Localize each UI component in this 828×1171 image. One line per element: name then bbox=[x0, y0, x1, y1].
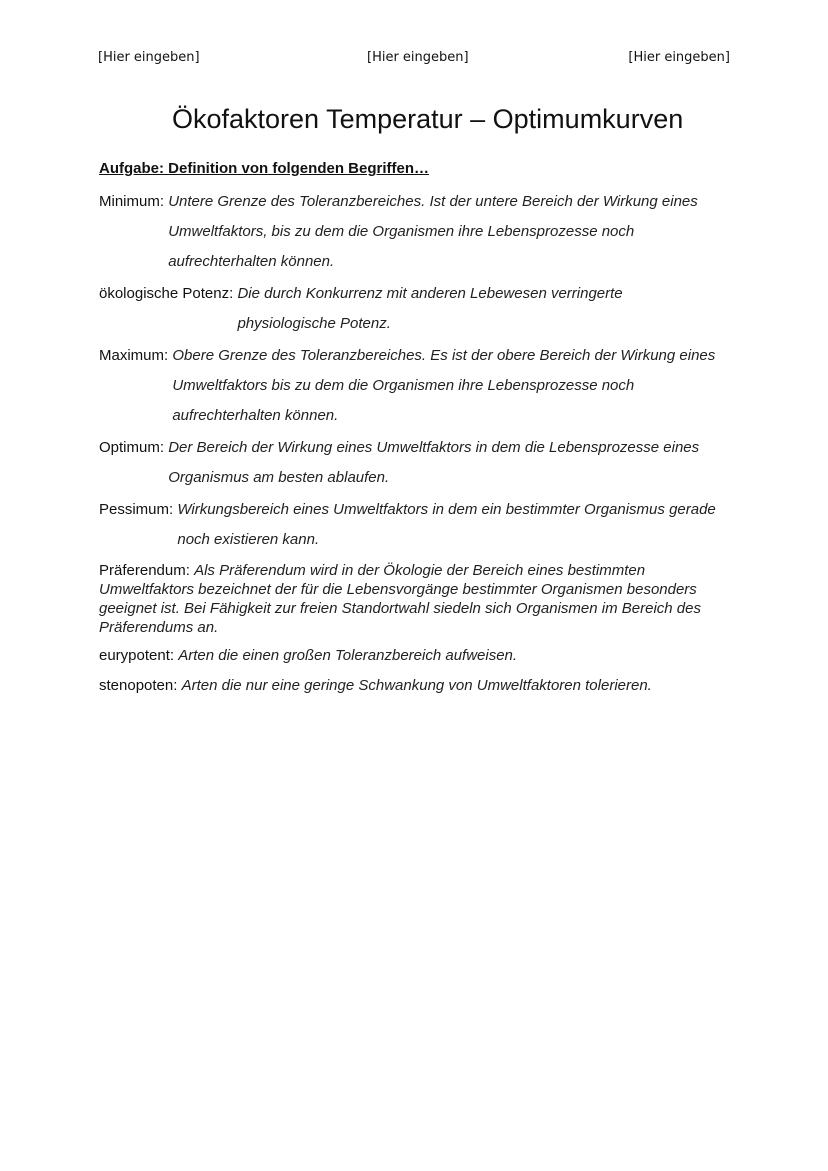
definition-optimum bbox=[99, 433, 739, 493]
definition-term: Optimum: bbox=[99, 439, 165, 456]
definition-text: Arten die nur eine geringe Schwankung von Umweltfaktoren tolerieren. bbox=[181, 677, 652, 694]
definition-list bbox=[99, 187, 739, 701]
definition-stenopoten bbox=[99, 671, 739, 701]
definition-maximum bbox=[99, 341, 739, 431]
definition-text: Als Präferendum wird in der Ökologie der Bereich eines bestimmten Umweltfaktors bezeichnet der für die Lebensvorgänge bestimmter Organismen besonders geeignet ist. Bei Fähigkeit zur freien Standortwahl siedeln sich Organismen im Bereich des Präferendums an. bbox=[99, 562, 701, 636]
definition-term: eurypotent: bbox=[99, 647, 175, 664]
definition-text: Untere Grenze des Toleranzbereiches. Ist der untere Bereich der Wirkung eines Umweltfaktors, bis zu dem die Organismen ihre Lebensprozesse noch aufrechterhalten können. bbox=[168, 193, 698, 270]
header-center-placeholder[interactable]: [Hier eingeben] bbox=[367, 50, 469, 65]
header-right-placeholder[interactable]: [Hier eingeben] bbox=[628, 50, 730, 65]
definition-term: Minimum: bbox=[99, 193, 165, 210]
definition-praeferendum bbox=[99, 561, 739, 637]
definition-eurypotent bbox=[99, 641, 739, 671]
definition-pessimum bbox=[99, 495, 739, 555]
header-left-placeholder[interactable]: [Hier eingeben] bbox=[98, 50, 200, 65]
definition-text: Der Bereich der Wirkung eines Umweltfaktors in dem die Lebensprozesse eines Organismus am besten ablaufen. bbox=[168, 439, 700, 486]
definition-minimum bbox=[99, 187, 739, 277]
page-header bbox=[98, 50, 730, 70]
definition-term: stenopoten: bbox=[99, 677, 178, 694]
definition-oekologische-potenz bbox=[99, 279, 739, 339]
definition-text: Obere Grenze des Toleranzbereiches. Es ist der obere Bereich der Wirkung eines Umweltfaktors bis zu dem die Organismen ihre Lebensprozesse noch aufrechterhalten können. bbox=[172, 347, 716, 424]
definition-term: Präferendum: bbox=[99, 562, 190, 579]
page-title: Ökofaktoren Temperatur – Optimumkurven bbox=[172, 104, 684, 134]
definition-term: Pessimum: bbox=[99, 501, 174, 518]
definition-text: Die durch Konkurrenz mit anderen Lebewesen verringerte physiologische Potenz. bbox=[237, 285, 623, 332]
definition-text: Arten die einen großen Toleranzbereich aufweisen. bbox=[178, 647, 518, 664]
task-heading: Aufgabe: Definition von folgenden Begriffen… bbox=[99, 160, 429, 177]
definition-text: Wirkungsbereich eines Umweltfaktors in dem ein bestimmter Organismus gerade noch existieren kann. bbox=[177, 501, 716, 548]
definition-term: Maximum: bbox=[99, 347, 169, 364]
definition-term: ökologische Potenz: bbox=[99, 285, 234, 302]
